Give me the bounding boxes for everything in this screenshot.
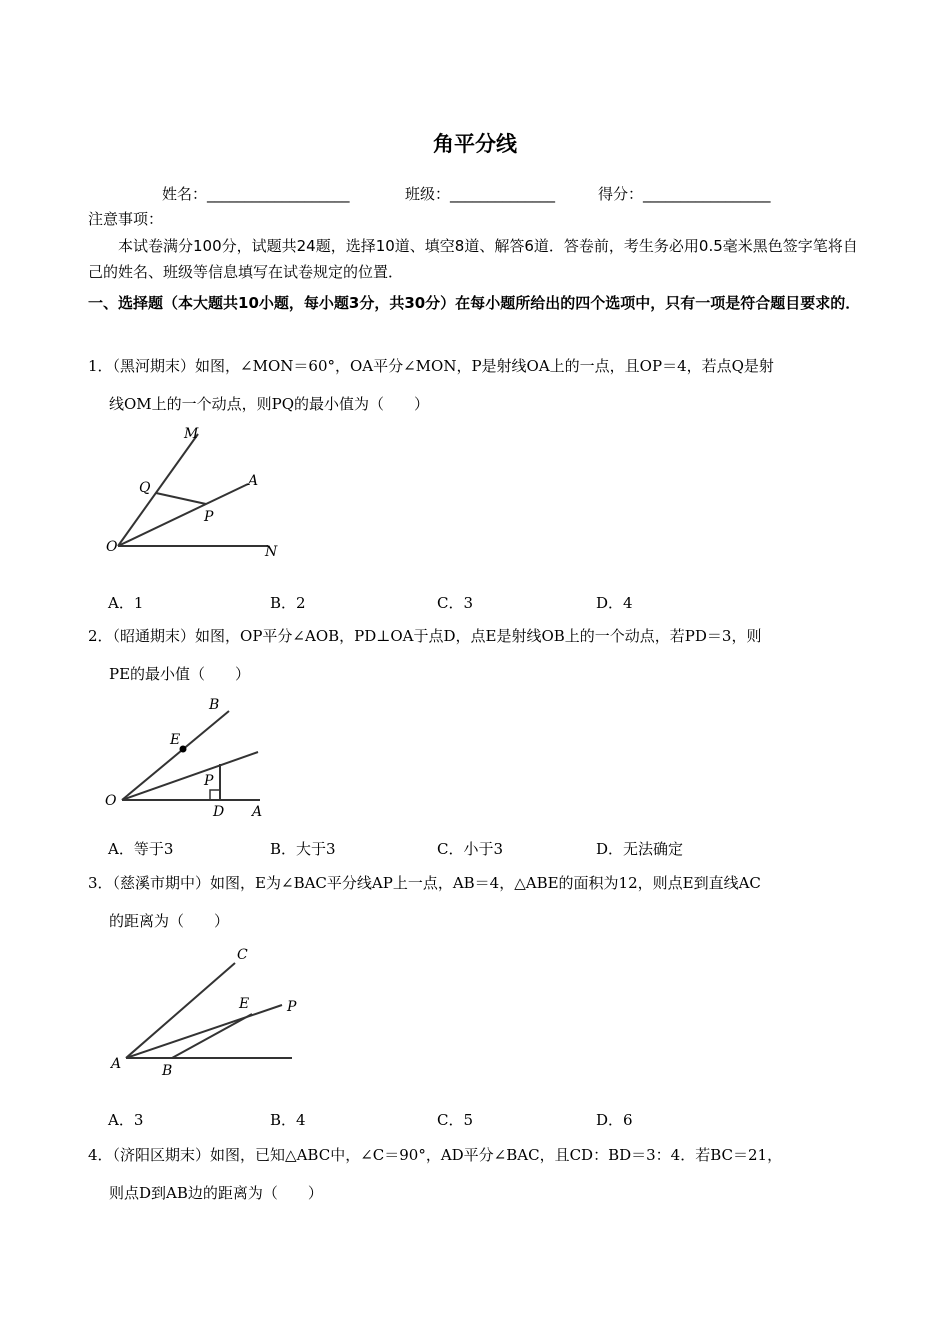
option-c[interactable]: C．5 bbox=[437, 1111, 474, 1129]
label-e: E bbox=[170, 732, 181, 748]
ray-om bbox=[118, 434, 198, 546]
label-o: O bbox=[106, 539, 118, 555]
label-a: A bbox=[252, 804, 263, 820]
label-q: Q bbox=[139, 480, 151, 496]
page-title: 角平分线 bbox=[433, 132, 517, 156]
ray-oa bbox=[118, 484, 248, 546]
point-e bbox=[180, 746, 187, 753]
ray-op bbox=[122, 752, 258, 800]
label-a: A bbox=[111, 1056, 122, 1072]
question-4-line2: 则点D到AB边的距离为（ ） bbox=[109, 1184, 323, 1202]
option-b[interactable]: B．4 bbox=[270, 1111, 306, 1129]
option-b[interactable]: B．大于3 bbox=[270, 840, 336, 858]
label-m: M bbox=[184, 426, 199, 442]
question-2-line1: 2．（昭通期末）如图，OP平分∠AOB，PD⊥OA于点D，点E是射线OB上的一个动点，若PD＝3，则 bbox=[88, 627, 762, 645]
segment-pq bbox=[156, 493, 206, 504]
option-c[interactable]: C．小于3 bbox=[437, 840, 504, 858]
label-n: N bbox=[265, 544, 278, 560]
ray-ac bbox=[126, 963, 235, 1058]
option-d[interactable]: D．6 bbox=[596, 1111, 633, 1129]
notice-label: 注意事项： bbox=[88, 210, 164, 228]
figure-1 bbox=[100, 420, 300, 570]
score-field[interactable]: 得分：_________________ bbox=[598, 185, 771, 203]
question-3 bbox=[88, 864, 868, 940]
figure-3 bbox=[100, 940, 310, 1080]
question-2 bbox=[88, 617, 868, 693]
question-4 bbox=[88, 1136, 868, 1212]
label-p: P bbox=[204, 773, 214, 789]
section-heading: 一、选择题（本大题共10小题，每小题3分，共30分）在每小题所给出的四个选项中，只有一项是符合题目要求的． bbox=[88, 294, 861, 312]
question-1 bbox=[88, 347, 868, 423]
option-a[interactable]: A．等于3 bbox=[108, 840, 174, 858]
class-field[interactable]: 班级：______________ bbox=[405, 185, 556, 203]
label-o: O bbox=[105, 793, 117, 809]
option-d[interactable]: D．无法确定 bbox=[596, 840, 684, 858]
figure-2 bbox=[100, 690, 280, 825]
option-b[interactable]: B．2 bbox=[270, 594, 306, 612]
label-p: P bbox=[204, 509, 214, 525]
question-3-line2: 的距离为（ ） bbox=[109, 912, 230, 930]
question-4-line1: 4．（济阳区期末）如图，已知△ABC中，∠C＝90°，AD平分∠BAC，且CD：BD＝3：4．若BC＝21， bbox=[88, 1146, 783, 1164]
question-2-line2: PE的最小值（ ） bbox=[109, 665, 251, 683]
right-angle-mark bbox=[210, 790, 220, 800]
label-a: A bbox=[248, 473, 259, 489]
question-1-line2: 线OM上的一个动点，则PQ的最小值为（ ） bbox=[109, 395, 430, 413]
name-field[interactable]: 姓名：___________________ bbox=[162, 185, 350, 203]
option-a[interactable]: A．3 bbox=[108, 1111, 144, 1129]
label-e: E bbox=[239, 996, 250, 1012]
segment-be bbox=[172, 1014, 252, 1058]
label-b: B bbox=[209, 697, 220, 713]
ray-ap bbox=[126, 1005, 282, 1058]
label-c: C bbox=[237, 947, 248, 963]
option-a[interactable]: A．1 bbox=[108, 594, 144, 612]
question-3-line1: 3．（慈溪市期中）如图，E为∠BAC平分线AP上一点，AB＝4，△ABE的面积为12，则点E到直线AC bbox=[88, 874, 761, 892]
option-d[interactable]: D．4 bbox=[596, 594, 633, 612]
label-b: B bbox=[162, 1063, 173, 1079]
option-c[interactable]: C．3 bbox=[437, 594, 474, 612]
label-d: D bbox=[213, 804, 225, 820]
label-p: P bbox=[287, 999, 297, 1015]
question-1-line1: 1．（黑河期末）如图，∠MON＝60°，OA平分∠MON，P是射线OA上的一点，且OP＝4，若点Q是射 bbox=[88, 357, 774, 375]
notice-text: 本试卷满分100分，试题共24题，选择10道、填空8道、解答6道．答卷前，考生务必用0.5毫米黑色签字笔将自己的姓名、班级等信息填写在试卷规定的位置． bbox=[88, 237, 858, 281]
